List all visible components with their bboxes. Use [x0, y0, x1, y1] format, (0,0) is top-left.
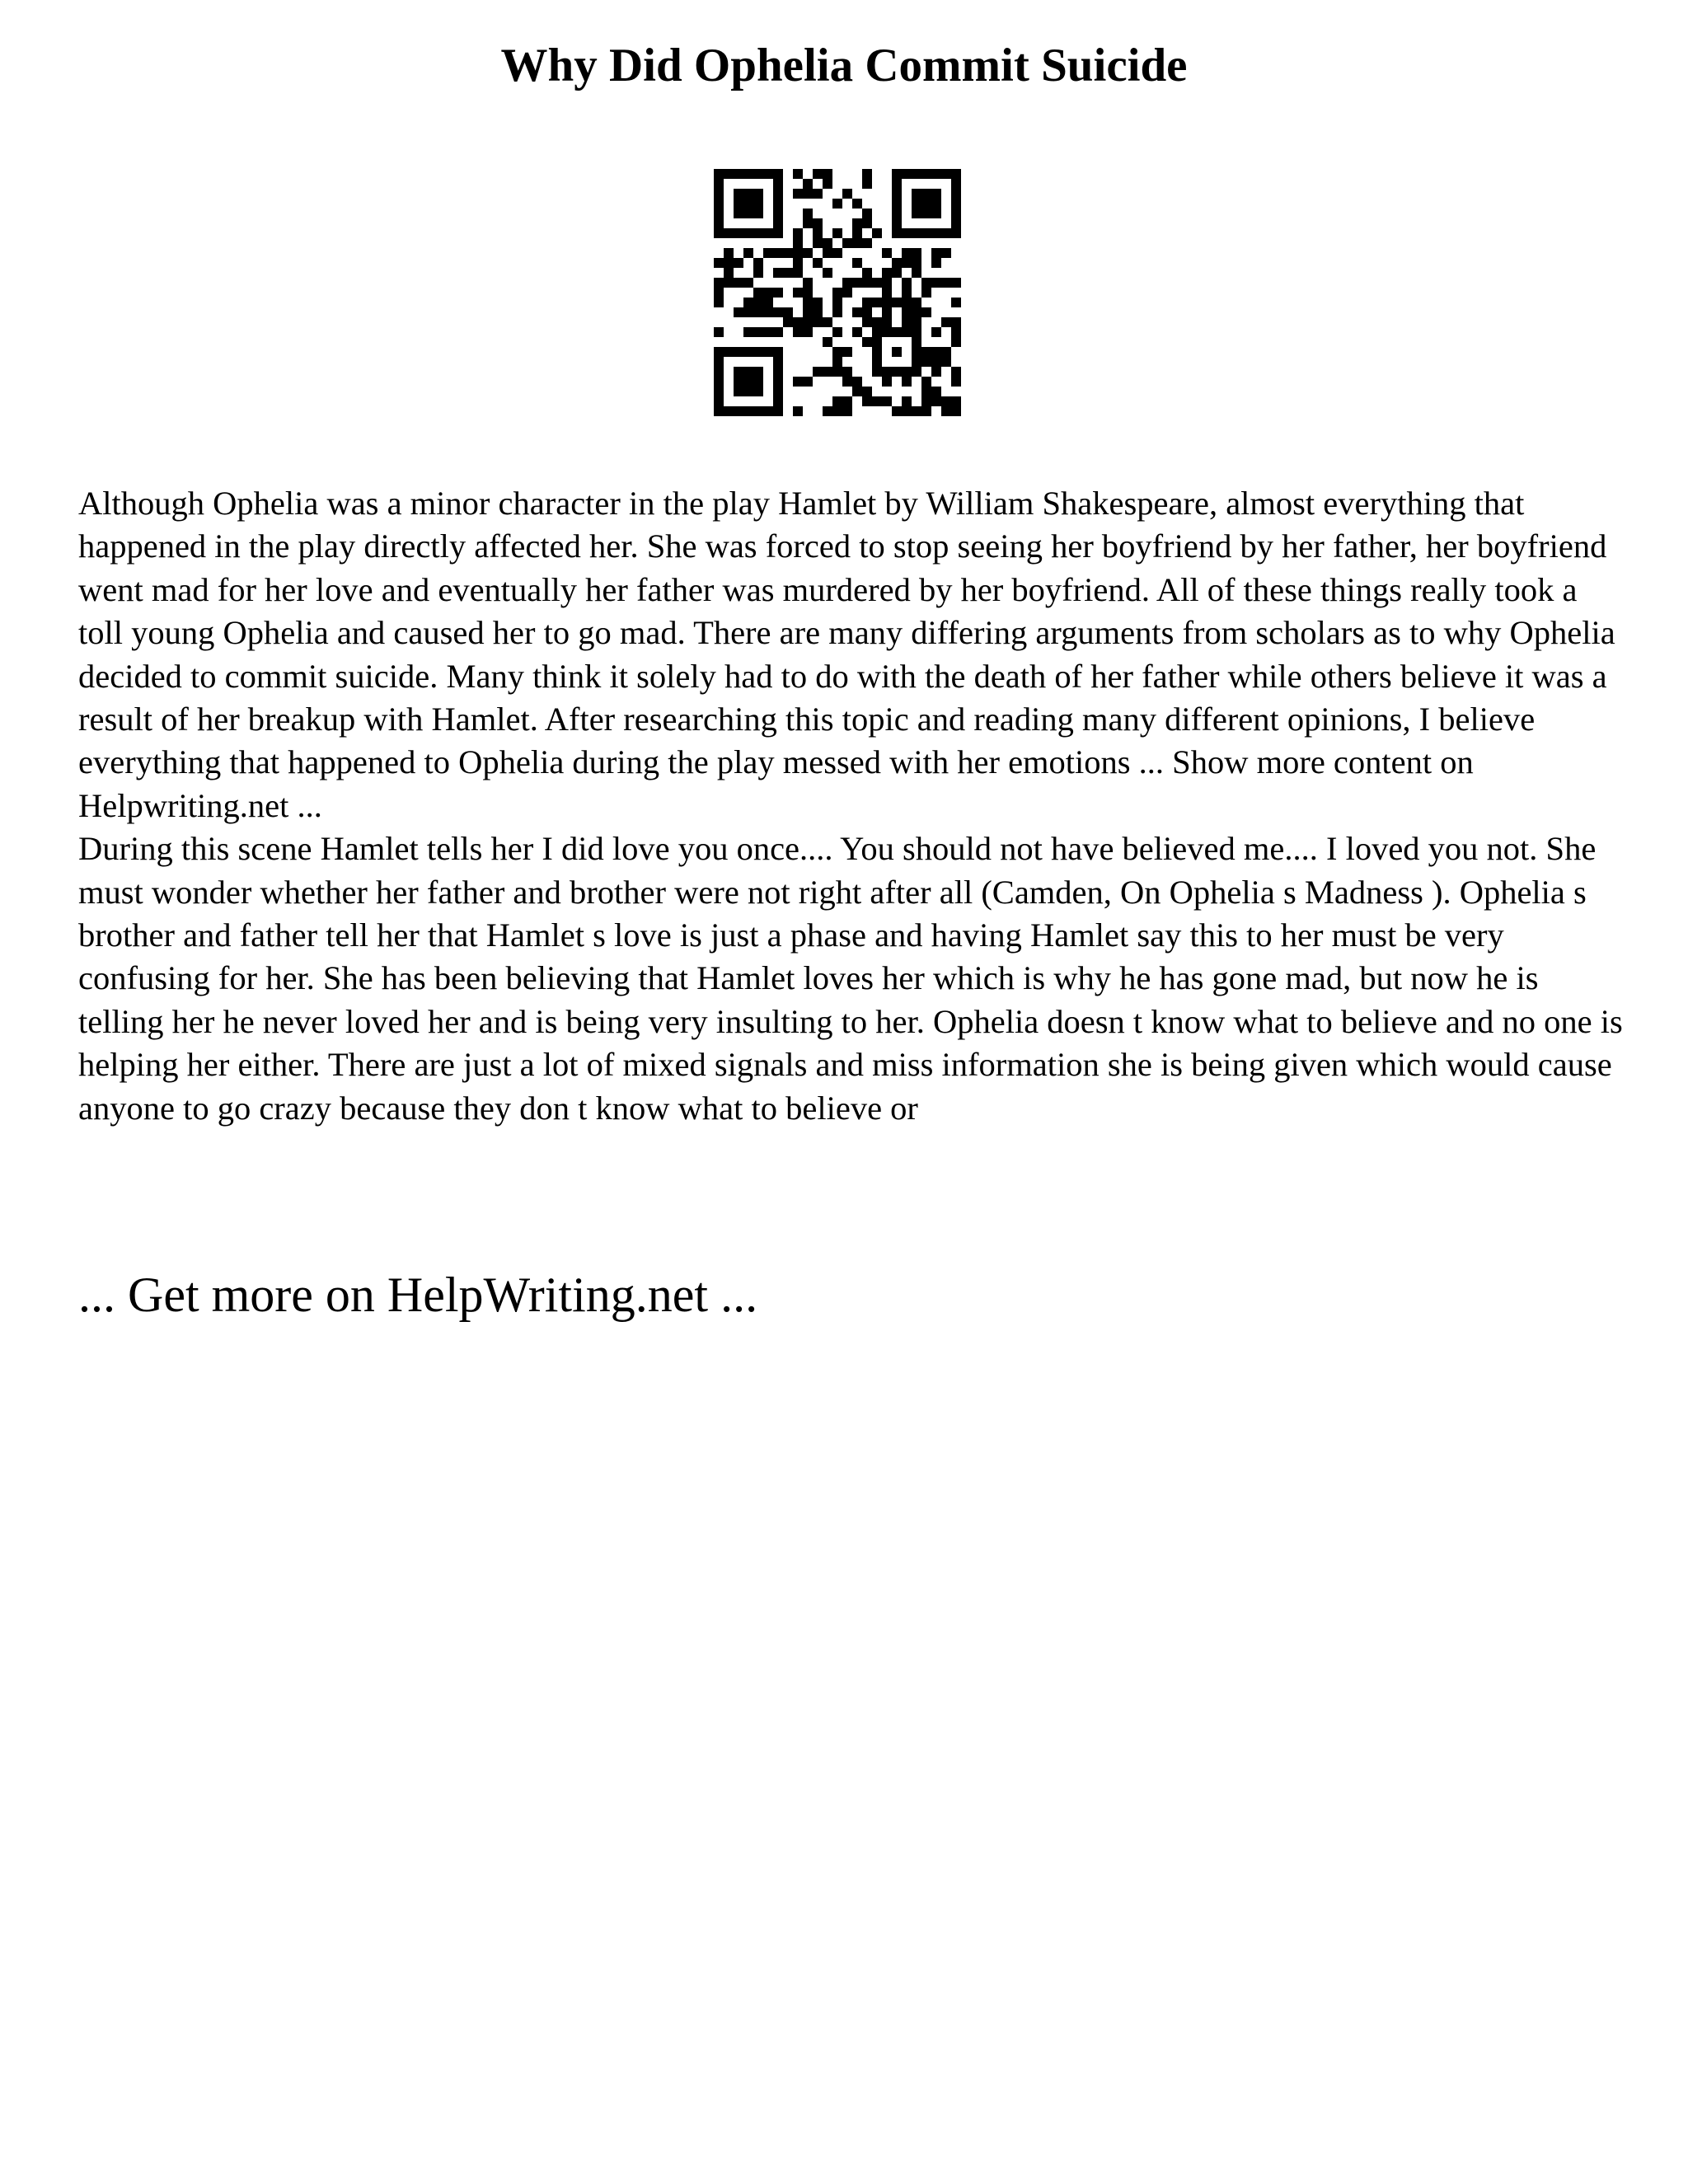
qr-code-icon	[714, 169, 961, 416]
article-body	[78, 482, 1628, 1130]
paragraph-intro: Although Ophelia was a minor character in the play Hamlet by William Shakespeare, almost everything that happened in the play directly affected her. She was forced to stop seeing her boyfriend by her father, her boyfriend went mad for her love and eventually her father was murdered by her boyfriend. All of these things really took a toll young Ophelia and caused her to go mad. There are many differing arguments from scholars as to why Ophelia decided to commit suicide. Many think it solely had to do with the death of her father while others believe it was a result of her breakup with Hamlet. After researching this topic and reading many different opinions, I believe everything that happened to Ophelia during the play messed with her emotions ... Show more content on Helpwriting.net ...	[78, 485, 1615, 824]
get-more-link[interactable]: ... Get more on HelpWriting.net ...	[78, 1268, 758, 1322]
page-title: Why Did Ophelia Commit Suicide	[500, 40, 1188, 91]
paragraph-scene: During this scene Hamlet tells her I did love you once.... You should not have believed me.... I loved you not. She must wonder whether her father and brother were not right after all (Camden, On Ophelia s Madness ). Ophelia s brother and father tell her that Hamlet s love is just a phase and having Hamlet say this to her must be very confusing for her. She has been believing that Hamlet loves her which is why he has gone mad, but now he is telling her he never loved her and is being very insulting to her. Ophelia doesn t know what to believe and no one is helping her either. There are just a lot of mixed signals and miss information she is being given which would cause anyone to go crazy because they don t know what to believe or	[78, 830, 1623, 1127]
